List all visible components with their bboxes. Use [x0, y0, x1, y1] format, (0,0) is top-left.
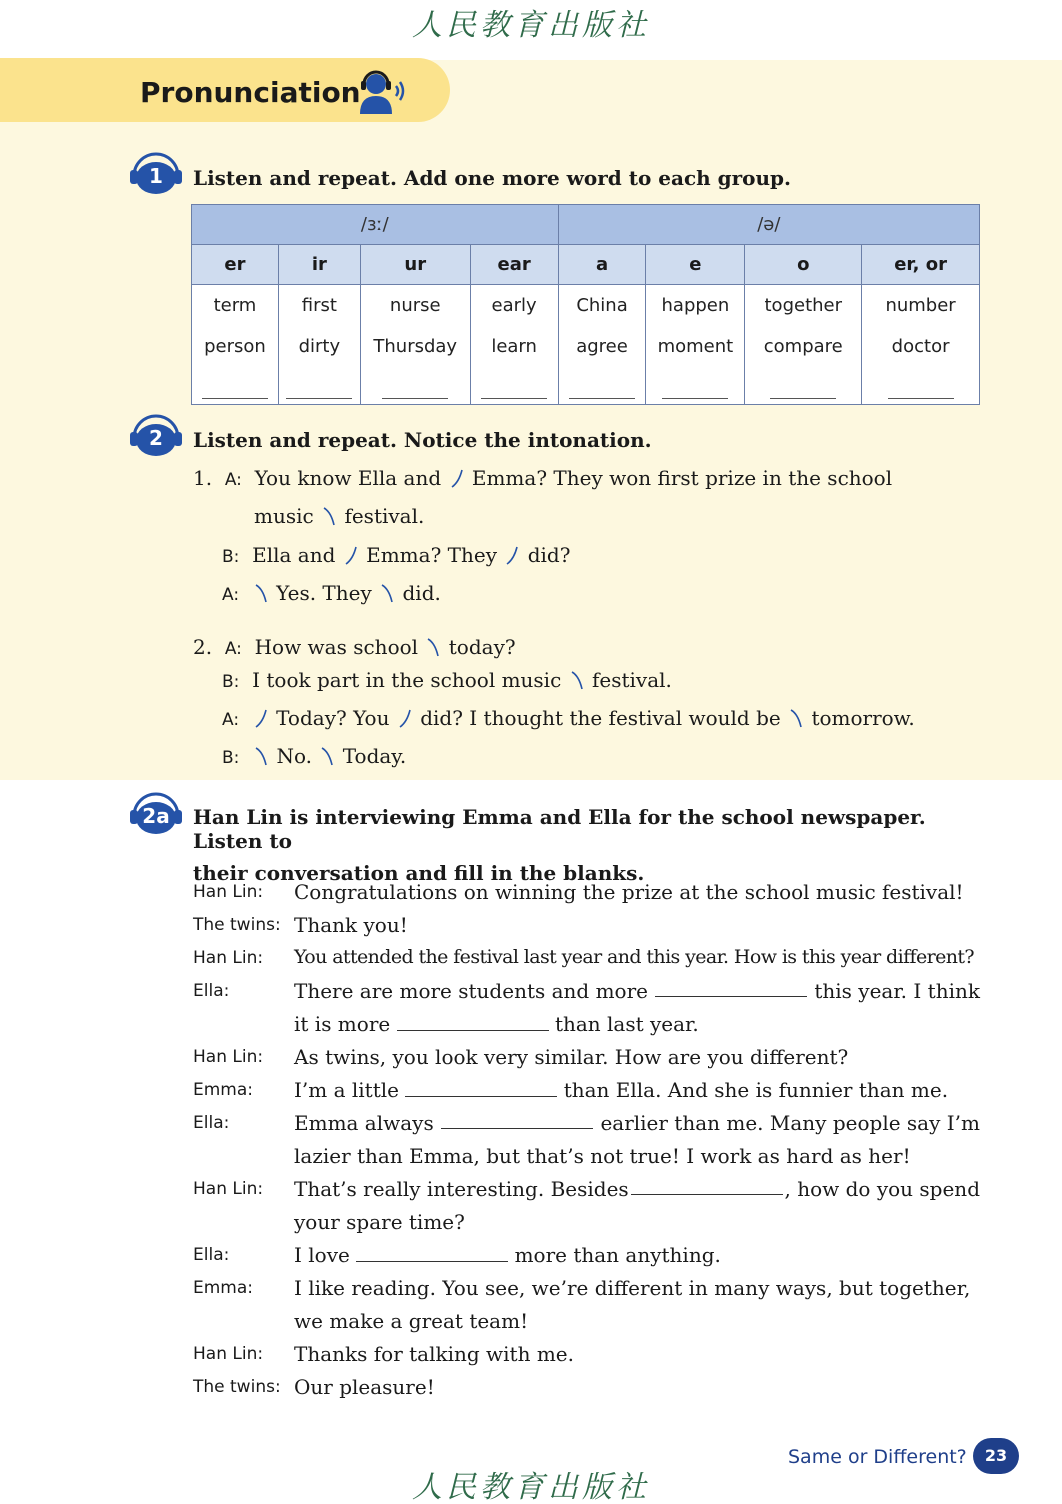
exercise-2a-badge: 2a — [130, 792, 182, 836]
falling-intonation-icon — [254, 746, 268, 766]
speaker-label: Emma: — [193, 1278, 254, 1298]
exercise-2a-instruction: Han Lin is interviewing Emma and Ella for the school newspaper. Listen to their conversation and fill in the blanks. — [193, 805, 926, 885]
dialogue-text: Congratulations on winning the prize at the school music festival! — [294, 880, 964, 904]
group-header-schwa: /ə/ — [558, 205, 979, 245]
dialogue-text: lazier than Emma, but that’s not true! I work as hard as her! — [294, 1144, 911, 1168]
word-cell: happen moment — [646, 285, 745, 405]
answer-blank[interactable] — [770, 371, 836, 399]
falling-intonation-icon — [426, 637, 440, 657]
dialogue-line: 2. A: How was school today? — [193, 635, 516, 659]
speaker-label: Ella: — [193, 1113, 230, 1133]
headset-speaker-icon — [356, 66, 410, 116]
spelling-header: ir — [278, 245, 360, 285]
answer-blank[interactable] — [569, 371, 635, 399]
dialogue-line: B: Ella and Emma? They did? — [222, 543, 571, 567]
exercise-1-instruction: Listen and repeat. Add one more word to each group. — [193, 166, 791, 190]
dialogue-line: B: I took part in the school music festival. — [222, 668, 672, 692]
speaker-label: Han Lin: — [193, 882, 264, 902]
fill-in-blank[interactable] — [631, 1177, 783, 1195]
word-cell: early learn — [470, 285, 558, 405]
spelling-header: er — [192, 245, 279, 285]
spelling-header: ur — [360, 245, 470, 285]
fill-in-blank[interactable] — [441, 1111, 593, 1129]
answer-blank[interactable] — [382, 371, 448, 399]
dialogue-text: it is more than last year. — [294, 1012, 699, 1036]
speaker-label: Han Lin: — [193, 1179, 264, 1199]
fill-in-blank[interactable] — [397, 1013, 549, 1031]
dialogue-text: Thanks for talking with me. — [294, 1342, 574, 1366]
answer-blank[interactable] — [202, 371, 268, 399]
dialogue-text: Our pleasure! — [294, 1375, 435, 1399]
publisher-watermark-bottom: 人民教育出版社 — [412, 1470, 650, 1504]
dialogue-text: Emma always earlier than me. Many people say I’m — [294, 1111, 980, 1135]
word-cell: nurse Thursday — [360, 285, 470, 405]
publisher-watermark-top: 人民教育出版社 — [412, 8, 650, 43]
fill-in-blank[interactable] — [405, 1079, 557, 1097]
answer-blank[interactable] — [662, 371, 728, 399]
falling-intonation-icon — [322, 506, 336, 526]
dialogue-line: B: No. Today. — [222, 744, 407, 768]
rising-intonation-icon — [450, 468, 464, 488]
word-cell: number doctor — [862, 285, 980, 405]
dialogue-text: I’m a little than Ella. And she is funnier than me. — [294, 1078, 949, 1102]
speaker-label: Han Lin: — [193, 948, 264, 968]
answer-blank[interactable] — [286, 371, 352, 399]
speaker-label: The twins: — [193, 915, 281, 935]
exercise-2-instruction: Listen and repeat. Notice the intonation. — [193, 428, 652, 452]
spelling-header: er, or — [862, 245, 980, 285]
exercise-2-badge: 2 — [130, 414, 182, 458]
speaker-label: Han Lin: — [193, 1344, 264, 1364]
exercise-1-badge: 1 — [130, 152, 182, 196]
spelling-header: o — [745, 245, 862, 285]
spelling-header: e — [646, 245, 745, 285]
group-header-er-long: /ɜː/ — [192, 205, 559, 245]
answer-blank[interactable] — [888, 371, 954, 399]
falling-intonation-icon — [320, 746, 334, 766]
page-number: 23 — [973, 1438, 1019, 1474]
rising-intonation-icon — [398, 708, 412, 728]
speaker-label: Emma: — [193, 1080, 254, 1100]
word-cell: first dirty — [278, 285, 360, 405]
falling-intonation-icon — [380, 583, 394, 603]
speaker-label: Han Lin: — [193, 1047, 264, 1067]
spelling-header: ear — [470, 245, 558, 285]
dialogue-line: A: Yes. They did. — [222, 581, 441, 605]
speaker-label: Ella: — [193, 1245, 230, 1265]
falling-intonation-icon — [570, 670, 584, 690]
dialogue-line: 1. A: You know Ella and Emma? They won first prize in the school — [193, 466, 893, 490]
dialogue-text: I love more than anything. — [294, 1243, 721, 1267]
section-title: Pronunciation — [140, 76, 361, 109]
dialogue-text: we make a great team! — [294, 1309, 529, 1333]
spelling-header: a — [558, 245, 646, 285]
word-cell: term person — [192, 285, 279, 405]
speaker-label: The twins: — [193, 1377, 281, 1397]
speaker-label: Ella: — [193, 981, 230, 1001]
answer-blank[interactable] — [481, 371, 547, 399]
dialogue-line: music festival. — [254, 504, 425, 528]
dialogue-line: A: Today? You did? I thought the festival would be tomorrow. — [222, 706, 915, 730]
rising-intonation-icon — [344, 545, 358, 565]
falling-intonation-icon — [254, 583, 268, 603]
dialogue-text: your spare time? — [294, 1210, 465, 1234]
unit-title: Same or Different? — [788, 1446, 967, 1468]
dialogue-text: I like reading. You see, we’re different in many ways, but together, — [294, 1276, 971, 1300]
word-cell: China agree — [558, 285, 646, 405]
pronunciation-table — [191, 204, 980, 405]
fill-in-blank[interactable] — [356, 1244, 508, 1262]
fill-in-blank[interactable] — [655, 979, 807, 997]
rising-intonation-icon — [505, 545, 519, 565]
dialogue-text: You attended the festival last year and this year. How is this year different? — [294, 946, 974, 968]
dialogue-text: That’s really interesting. Besides , how do you spend — [294, 1177, 980, 1201]
dialogue-text: There are more students and more this year. I think — [294, 979, 980, 1003]
dialogue-text: Thank you! — [294, 913, 408, 937]
rising-intonation-icon — [254, 708, 268, 728]
word-cell: together compare — [745, 285, 862, 405]
dialogue-text: As twins, you look very similar. How are you different? — [294, 1045, 849, 1069]
falling-intonation-icon — [789, 708, 803, 728]
